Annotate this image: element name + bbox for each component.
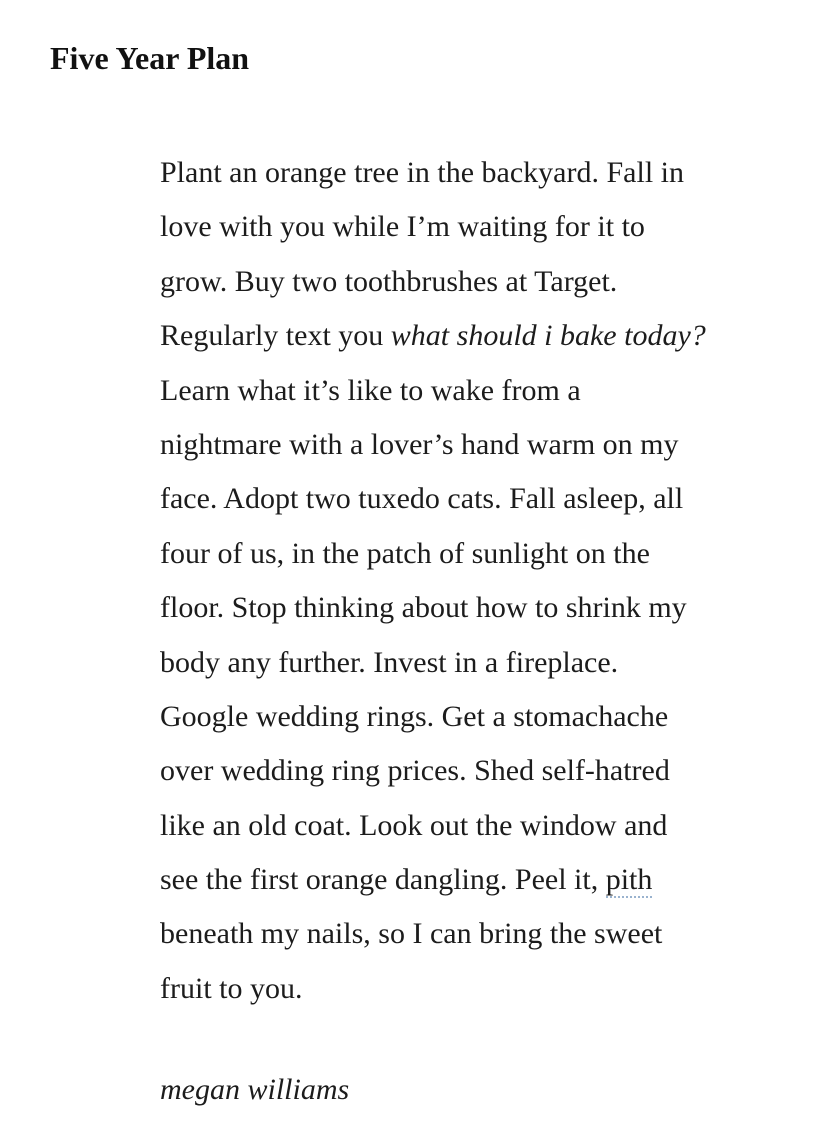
poem-line: fruit to you.: [160, 971, 303, 1005]
poem-line: over wedding ring prices. Shed self-hatred: [160, 754, 670, 788]
poem-line: grow. Buy two toothbrushes at Target.: [160, 264, 618, 298]
poem-line: like an old coat. Look out the window and: [160, 808, 668, 842]
poem-line: Google wedding rings. Get a stomachache: [160, 699, 669, 733]
poem-line: [160, 853, 800, 907]
poem-line-italic: what should i bake today?: [390, 319, 706, 353]
poem-author: megan williams: [160, 1073, 350, 1106]
poem-line: four of us, in the patch of sunlight on the: [160, 536, 650, 570]
poem-line: body any further. Invest in a fireplace.: [160, 645, 619, 679]
poem-title: Five Year Plan: [50, 40, 250, 76]
poem-body: [160, 146, 800, 1016]
poem-line: nightmare with a lover’s hand warm on my: [160, 427, 679, 461]
poem-line-text: Regularly text you: [160, 319, 391, 353]
spellcheck-marked-word: pith: [605, 863, 653, 897]
poem-line: beneath my nails, so I can bring the sweet: [160, 917, 663, 951]
poem-line: face. Adopt two tuxedo cats. Fall asleep, all: [160, 482, 684, 516]
poem-line: Plant an orange tree in the backyard. Fall in: [160, 156, 684, 189]
poem-line: Learn what it’s like to wake from a: [160, 373, 581, 407]
poem-line: love with you while I’m waiting for it to: [160, 210, 645, 244]
poem-line-text: see the first orange dangling. Peel it,: [160, 863, 606, 897]
poem-line: [160, 309, 800, 363]
poem-line: floor. Stop thinking about how to shrink my: [160, 591, 687, 625]
